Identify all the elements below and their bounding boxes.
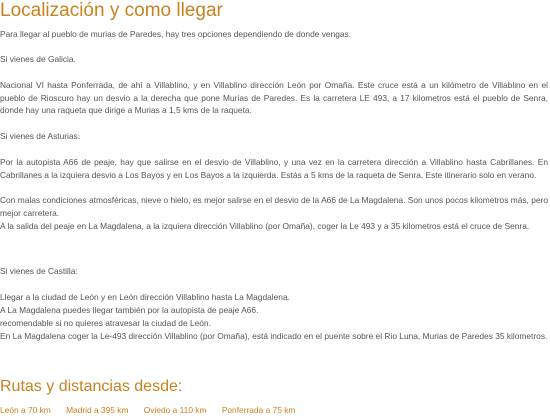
route-link-leon[interactable]: León a 70 km xyxy=(0,405,51,415)
route-link-madrid[interactable]: Madrid a 395 km xyxy=(66,405,129,415)
page-title: Localización y como llegar xyxy=(0,0,223,21)
intro-text: Para llegar al pueblo de murias de Paredes, hay tres opciones dependiendo de donde vengas. xyxy=(0,29,352,39)
castilla-text-3: recomendable si no quieres atravesar la ciudad de León. xyxy=(0,318,211,328)
galicia-text: Nacional VI hasta Ponferrada, de ahí a Villablino, y en Villablino dirección León por Omaña. Este cruce está a un kilómetro de Villablino en el pueblo de Rioscuro hay un desvio a la derecha que pone Murias de Paredes. Es la carretera LE 493, a 17 kilometros está el pueblo de Senra, donde hay una raqueta que dirige a Murias a 1,5 kms de la raqueta. xyxy=(0,80,548,116)
asturias-heading: Si vienes de Asturias: xyxy=(0,131,81,141)
castilla-heading: Si vienes de Castilla: xyxy=(0,266,78,276)
routes-title: Rutas y distancias desde: xyxy=(0,378,183,395)
asturias-text-3: A la salida del peaje en La Magdalena, a la izquiera dirección Villablino (por Omaña), coger la Le 493 y a 35 kilometros está el cruce de Senra. xyxy=(0,221,530,231)
routes-links xyxy=(0,404,308,416)
galicia-heading: Si vienes de Galicia. xyxy=(0,54,76,64)
asturias-text-1: Por la autopista A66 de peaje, hay que salirse en el desvio de Villablino, y una vez en la carretera dirección a Villablino hasta Cabrillanes. En Cabrillanes a la izquiera desvio a Los Bayos y en Los Bayos a la izquierda. Estás a 5 kms de la raqueta de Senra. Este itinerario solo en verano. xyxy=(0,157,548,180)
castilla-text-1: Llegar a la ciudad de León y en León dirección Villablino hasta La Magdalena. xyxy=(0,292,290,302)
route-link-ponferrada[interactable]: Ponferrada a 75 km xyxy=(221,405,296,415)
castilla-text-4: En La Magdalena coger la Le-493 dirección Villablino (por Omaña), está indicado en el puente sobre el Rio Luna, Murias de Paredes 35 kilometros. xyxy=(0,331,548,341)
asturias-text-2: Con malas condiciones atmosféricas, nieve o hielo, es mejor salirse en el desvio de la A66 de La Magdalena. Son unos pocos kilometros más, pero mejor carretera. xyxy=(0,195,548,218)
route-link-oviedo[interactable]: Oviedo a 110 km xyxy=(143,405,207,415)
castilla-text-2: A La Magdalena puedes llegar también por la autopista de peaje A66. xyxy=(0,305,259,315)
